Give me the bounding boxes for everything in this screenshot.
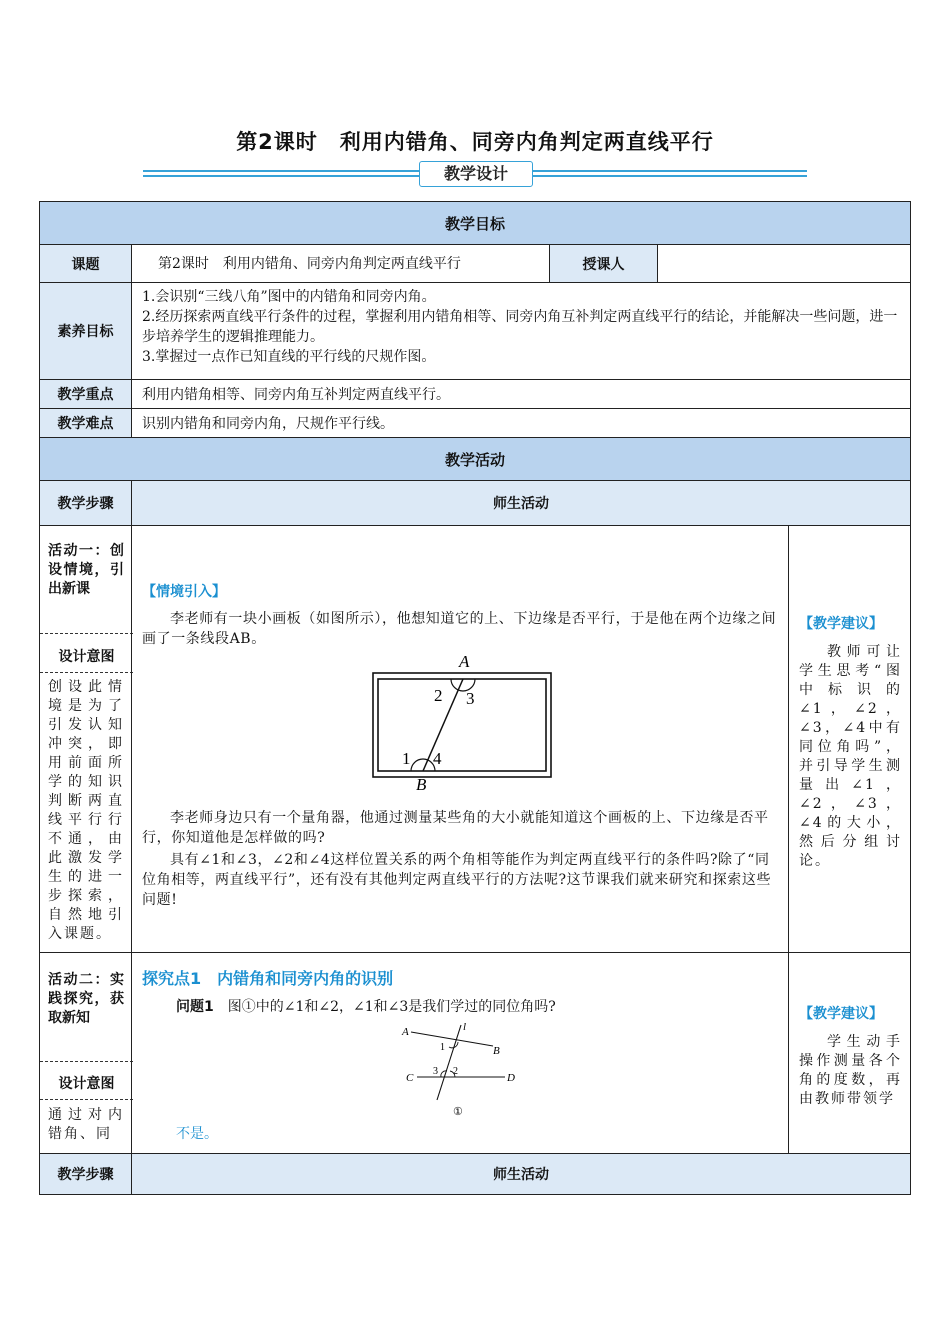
page-title: 第2课时 利用内错角、同旁内角判定两直线平行 <box>236 130 714 154</box>
teacher-value <box>657 244 911 283</box>
teacher-label: 授课人 <box>549 244 658 283</box>
literacy-goals <box>131 282 911 380</box>
label-b: B <box>493 1045 500 1057</box>
activity-one-suggestion <box>788 525 911 953</box>
label-d: D <box>507 1072 515 1084</box>
label-angle-2: 2 <box>434 686 443 705</box>
question-text: 图①中的∠1和∠2，∠1和∠3是我们学过的同位角吗? <box>227 999 556 1015</box>
activity-one-left <box>39 525 132 953</box>
activity-one-intent: 创设此情境是为了引发认知冲突，即用前面所学的知识判断两直线平行行不通，由此激发学生的进一步探索，自然地引入课题。 <box>48 679 124 942</box>
line-ab <box>411 1032 493 1046</box>
activity-two-intent: 通过对内错角、同 <box>48 1107 124 1142</box>
figure-1 <box>397 1020 527 1118</box>
activity-header: 教学活动 <box>39 437 911 481</box>
activity-two-content <box>131 952 789 1154</box>
section-banner <box>143 161 807 187</box>
label-angle-1: 1 <box>440 1042 445 1053</box>
steps-label: 教学步骤 <box>39 1153 132 1195</box>
drawing-board-figure <box>362 652 562 792</box>
suggestion-text: 学生动手操作测量各个角的度数，再由教师带领学 <box>799 1034 902 1107</box>
topic-label: 课题 <box>39 244 132 283</box>
label-l: l <box>463 1021 467 1033</box>
label-a: A <box>459 652 470 671</box>
label-angle-3: 3 <box>433 1066 438 1077</box>
intro-para-2: 李老师身边只有一个量角器，他通过测量某些角的大小就能知道这个画板的上、下边缘是否平行，你知道他是怎样做的吗? <box>142 810 769 846</box>
difficulty-value: 识别内错角和同旁内角，尺规作平行线。 <box>131 408 911 438</box>
question-label: 问题1 <box>176 999 214 1015</box>
divider <box>40 672 133 673</box>
literacy-item: 2.经历探索两直线平行条件的过程，掌握利用内错角相等、同旁内角互补判定两直线平行的结论，并能解决一些问题，进一步培养学生的逻辑推理能力。 <box>142 309 898 345</box>
steps-label: 教学步骤 <box>39 480 132 526</box>
intro-para-1: 李老师有一块小画板（如图所示），他想知道它的上、下边缘是否平行，于是他在两个边缘之间画了一条线段AB。 <box>142 611 777 647</box>
label-angle-3: 3 <box>466 689 475 708</box>
suggestion-tag: 【教学建议】 <box>799 616 883 632</box>
literacy-item: 3.掌握过一点作已知直线的平行线的尺规作图。 <box>142 349 436 365</box>
question-1 <box>176 997 556 1017</box>
teacher-student-label: 师生活动 <box>131 480 911 526</box>
goals-header: 教学目标 <box>39 201 911 245</box>
explore-point-1: 探究点1 内错角和同旁内角的识别 <box>142 969 394 988</box>
label-angle-2: 2 <box>453 1066 458 1077</box>
line-l <box>437 1025 461 1100</box>
activity-one-name: 活动一：创设情境，引出新课 <box>48 543 124 597</box>
figure-caption: ① <box>453 1106 463 1118</box>
label-b: B <box>416 775 427 792</box>
activity-two-left <box>39 952 132 1154</box>
suggestion-tag: 【教学建议】 <box>799 1006 883 1022</box>
divider <box>40 1061 133 1062</box>
activity-one-content <box>131 525 789 953</box>
banner-label: 教学设计 <box>419 161 533 187</box>
teacher-student-label: 师生活动 <box>131 1153 911 1195</box>
literacy-item: 1.会识别“三线八角”图中的内错角和同旁内角。 <box>142 289 436 305</box>
divider <box>40 633 133 634</box>
design-intent-label: 设计意图 <box>58 649 115 665</box>
label-angle-1: 1 <box>402 749 411 768</box>
design-intent-label: 设计意图 <box>58 1076 115 1092</box>
literacy-label: 素养目标 <box>39 282 132 380</box>
suggestion-text: 教师可让学生思考“图中标识的∠1，∠2，∠3，∠4中有同位角吗”，并引导学生测量出∠1，∠2，∠3，∠4的大小，然后分组讨论。 <box>799 644 902 869</box>
difficulty-label: 教学难点 <box>39 408 132 438</box>
intro-tag: 【情境引入】 <box>142 584 226 600</box>
intro-para-3: 具有∠1和∠3，∠2和∠4这样位置关系的两个角相等能作为判定两直线平行的条件吗?除了“同位角相等，两直线平行”，还有没有其他判定两直线平行的方法呢?这节课我们就来研究和探索这些问题! <box>142 852 772 908</box>
label-c: C <box>406 1072 414 1084</box>
answer-1: 不是。 <box>176 1126 218 1142</box>
segment-ab <box>423 679 463 771</box>
topic-value: 第2课时 利用内错角、同旁内角判定两直线平行 <box>131 244 550 283</box>
activity-two-suggestion <box>788 952 911 1154</box>
label-angle-4: 4 <box>433 749 442 768</box>
label-a: A <box>402 1026 409 1038</box>
divider <box>40 1099 133 1100</box>
key-label: 教学重点 <box>39 379 132 409</box>
activity-two-name: 活动二：实践探究，获取新知 <box>48 972 124 1026</box>
board-outer-edge <box>373 673 551 777</box>
key-value: 利用内错角相等、同旁内角互补判定两直线平行。 <box>131 379 911 409</box>
